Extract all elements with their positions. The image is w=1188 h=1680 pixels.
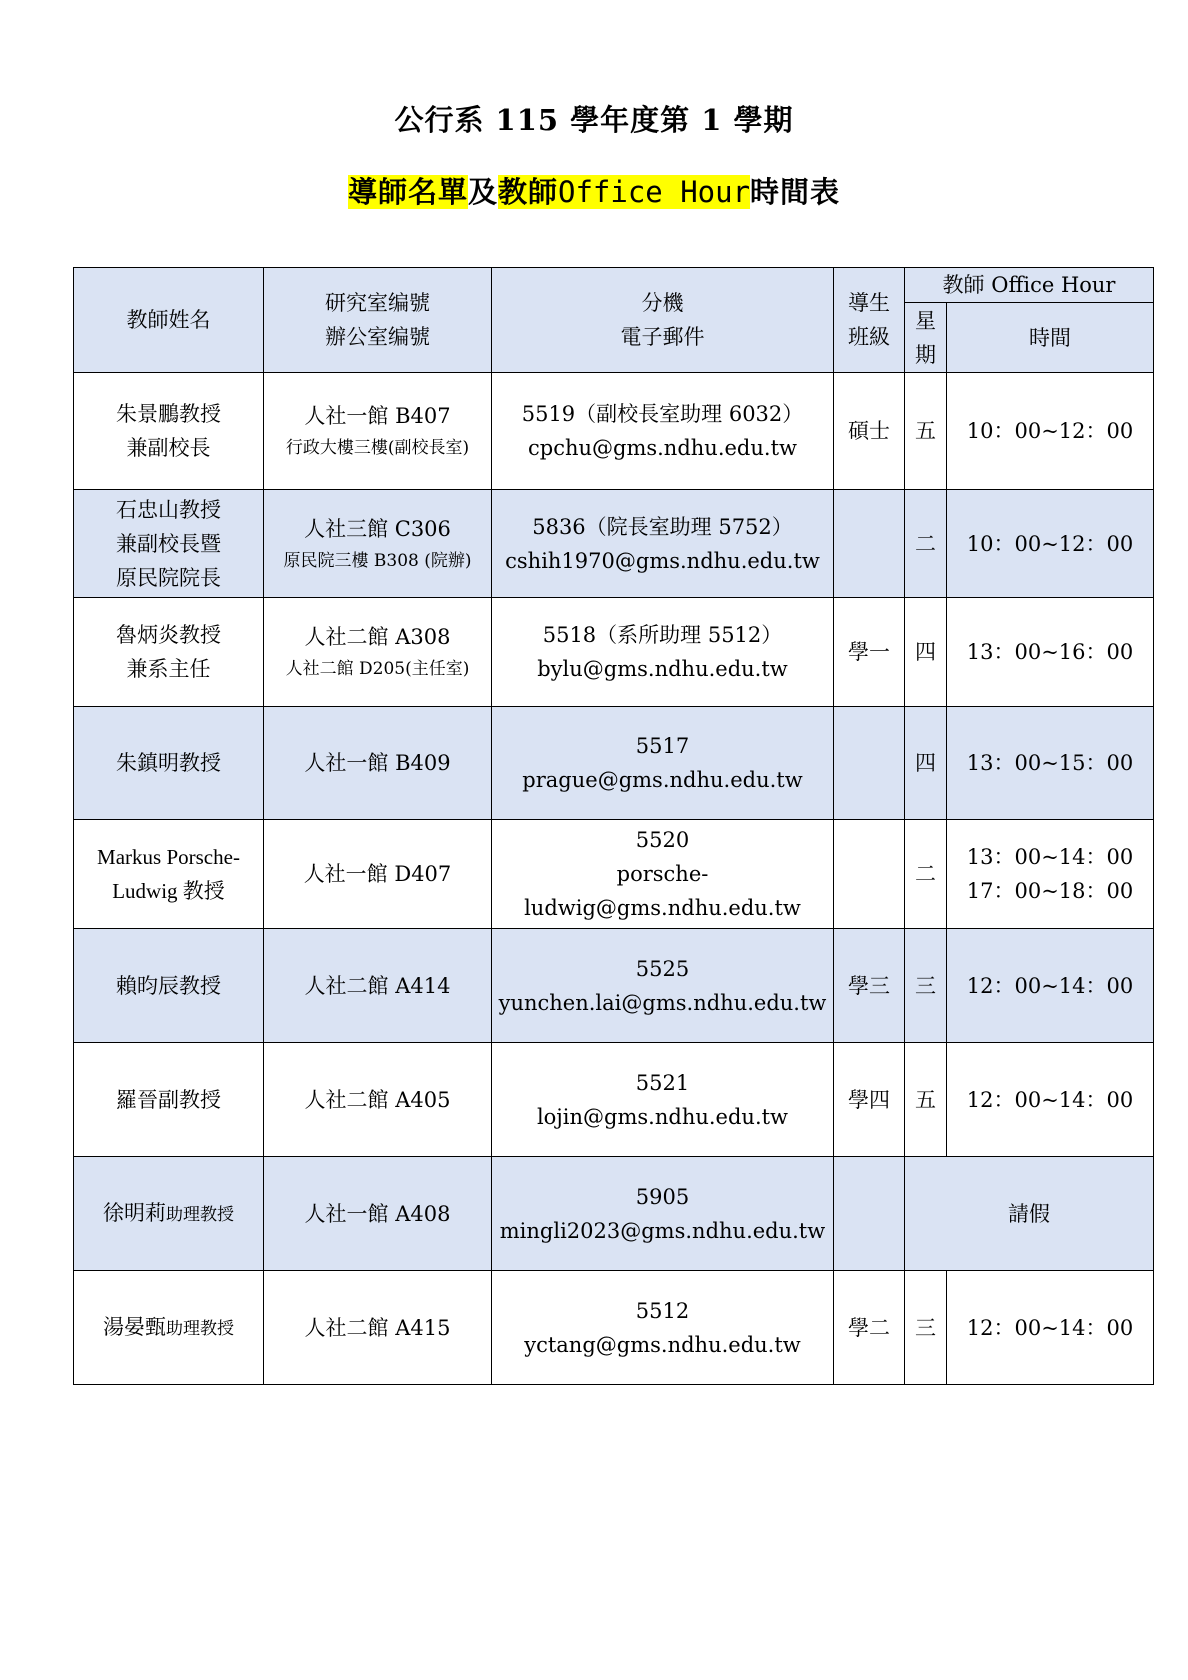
- extension-email: 5521 lojin@gms.ndhu.edu.tw: [492, 1043, 834, 1157]
- extension-email: 5836（院長室助理 5752） cshih1970@gms.ndhu.edu.tw: [492, 490, 834, 598]
- table-row: [74, 1271, 1154, 1385]
- extension-email: 5525 yunchen.lai@gms.ndhu.edu.tw: [492, 929, 834, 1043]
- room: 人社二館 A308 人社二館 D205(主任室): [264, 598, 492, 707]
- teacher-name: 徐明莉助理教授: [74, 1157, 264, 1271]
- table-row: [74, 1043, 1154, 1157]
- day: 二: [905, 820, 947, 929]
- table-row: [74, 929, 1154, 1043]
- day: 四: [905, 598, 947, 707]
- extension-email: 5517 prague@gms.ndhu.edu.tw: [492, 707, 834, 820]
- class: [834, 707, 905, 820]
- extension-email: 5519（副校長室助理 6032） cpchu@gms.ndhu.edu.tw: [492, 373, 834, 490]
- room: 人社二館 A415: [264, 1271, 492, 1385]
- room: 人社一館 B409: [264, 707, 492, 820]
- teacher-name: 朱景鵬教授 兼副校長: [74, 373, 264, 490]
- class: [834, 490, 905, 598]
- class: 學二: [834, 1271, 905, 1385]
- day: 三: [905, 1271, 947, 1385]
- page-subtitle: [0, 170, 1188, 211]
- day: 五: [905, 1043, 947, 1157]
- teacher-name: 石忠山教授 兼副校長暨 原民院院長: [74, 490, 264, 598]
- title-office-hour-word: Office Hour: [557, 175, 751, 209]
- title-conjunction: 及: [467, 175, 498, 209]
- room: 人社三館 C306 原民院三樓 B308 (院辦): [264, 490, 492, 598]
- class: [834, 1157, 905, 1271]
- day: 五: [905, 373, 947, 490]
- time: 10：00~12：00: [947, 373, 1154, 490]
- time: 13：00~15：00: [947, 707, 1154, 820]
- title-teacher-word: 教師: [497, 175, 558, 209]
- room: 人社一館 A408: [264, 1157, 492, 1271]
- title-schedule-word: 時間表: [750, 175, 841, 209]
- office-hour-table: [73, 267, 1154, 1385]
- room: 人社一館 D407: [264, 820, 492, 929]
- table-row: [74, 707, 1154, 820]
- extension-email: 5512 yctang@gms.ndhu.edu.tw: [492, 1271, 834, 1385]
- teacher-name: 朱鎮明教授: [74, 707, 264, 820]
- table-row: [74, 1157, 1154, 1271]
- teacher-name: 魯炳炎教授 兼系主任: [74, 598, 264, 707]
- header-office-hour: 教師 Office Hour: [905, 268, 1154, 303]
- header-time: 時間: [947, 303, 1154, 373]
- title-highlight-tutor-list: 導師名單: [347, 175, 468, 209]
- table-row: [74, 373, 1154, 490]
- time: 13：00~14：00 17：00~18：00: [947, 820, 1154, 929]
- time: 10：00~12：00: [947, 490, 1154, 598]
- class: 學一: [834, 598, 905, 707]
- teacher-name: 賴昀辰教授: [74, 929, 264, 1043]
- header-extension: 分機 電子郵件: [492, 268, 834, 373]
- table-header-row-1: [74, 268, 1154, 303]
- teacher-name: Markus Porsche- Ludwig 教授: [74, 820, 264, 929]
- class: 碩士: [834, 373, 905, 490]
- extension-email: 5520 porsche- ludwig@gms.ndhu.edu.tw: [492, 820, 834, 929]
- table-row: [74, 598, 1154, 707]
- room: 人社一館 B407 行政大樓三樓(副校長室): [264, 373, 492, 490]
- header-room: 研究室编號 辦公室编號: [264, 268, 492, 373]
- extension-email: 5905 mingli2023@gms.ndhu.edu.tw: [492, 1157, 834, 1271]
- room: 人社二館 A405: [264, 1043, 492, 1157]
- extension-email: 5518（系所助理 5512） bylu@gms.ndhu.edu.tw: [492, 598, 834, 707]
- teacher-name: 羅晉副教授: [74, 1043, 264, 1157]
- room: 人社二館 A414: [264, 929, 492, 1043]
- page-title: 公行系 115 學年度第 1 學期: [394, 103, 794, 137]
- header-name: 教師姓名: [74, 268, 264, 373]
- time: 13：00~16：00: [947, 598, 1154, 707]
- day: 二: [905, 490, 947, 598]
- table-row: [74, 820, 1154, 929]
- day: 三: [905, 929, 947, 1043]
- title-highlight-teacher-office-hour: [498, 175, 750, 209]
- day: 四: [905, 707, 947, 820]
- time: 12：00~14：00: [947, 1271, 1154, 1385]
- header-day: 星 期: [905, 303, 947, 373]
- time: 12：00~14：00: [947, 1043, 1154, 1157]
- header-class: 導生 班級: [834, 268, 905, 373]
- class: 學三: [834, 929, 905, 1043]
- class: [834, 820, 905, 929]
- table-row: [74, 490, 1154, 598]
- teacher-name: 湯晏甄助理教授: [74, 1271, 264, 1385]
- leave-status: 請假: [905, 1157, 1154, 1271]
- time: 12：00~14：00: [947, 929, 1154, 1043]
- class: 學四: [834, 1043, 905, 1157]
